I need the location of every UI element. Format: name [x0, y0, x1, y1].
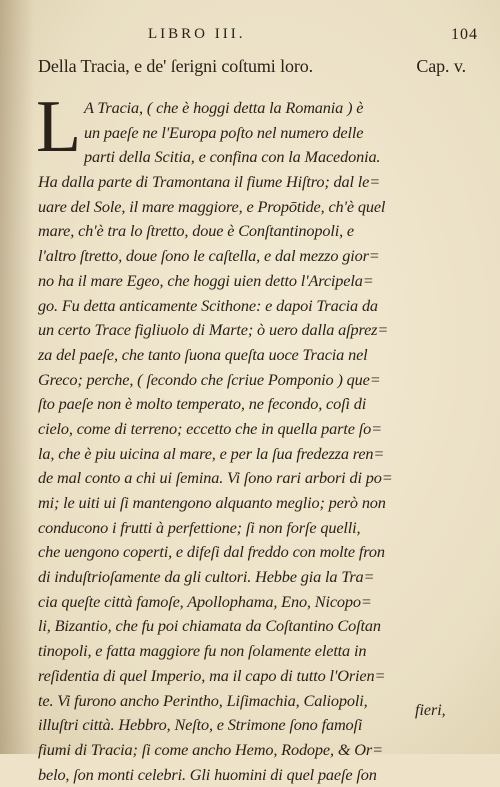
- running-title: LIBRO III.: [148, 26, 246, 42]
- text-line: illuſtri città. Hebbro, Neſto, e Strimone ſono famoſi: [38, 715, 363, 735]
- body-text: [38, 96, 478, 787]
- text-line: fiumi di Tracia; ſi come ancho Hemo, Rodope, & Or=: [38, 739, 383, 759]
- gutter-shadow: [0, 0, 34, 754]
- text-line: Ha dalla parte di Tramontana il fiume Hiſtro; dal le=: [38, 172, 381, 192]
- text-line: parti della Scitia, e confina con la Macedonia.: [84, 147, 381, 167]
- page-header: [148, 26, 478, 48]
- text-line: go. Fu detta anticamente Scithone: e dapoi Tracia da: [38, 295, 378, 315]
- text-line: reſidentia di quel Imperio, ma il capo di tutto l'Orien=: [38, 665, 386, 685]
- text-line: di induſtrioſamente da gli cultori. Hebbe gia la Tra=: [38, 567, 375, 587]
- text-line: de mal conto a chi ui ſemina. Vi ſono rari arbori di po=: [38, 468, 393, 488]
- text-line: che uengono coperti, e difeſi dal freddo con molte fron: [38, 542, 385, 562]
- text-line: cia queſte città famoſe, Apollophama, Eno, Nicopo=: [38, 591, 372, 611]
- text-line: uare del Sole, il mare maggiore, e Propōtide, ch'è quel: [38, 196, 386, 216]
- chapter-heading: [38, 56, 478, 77]
- text-line: l'altro ſtretto, doue ſono le caſtella, e dal mezzo gior=: [38, 246, 380, 266]
- text-line: un paeſe ne l'Europa poſto nel numero delle: [84, 122, 364, 142]
- text-line: mare, ch'è tra lo ſtretto, doue è Conſtantinopoli, e: [38, 221, 354, 241]
- drop-cap-initial: L: [36, 86, 82, 168]
- text-line: belo, ſon monti celebri. Gli huomini di quel paeſe ſon: [38, 764, 377, 784]
- chapter-label: Cap. v.: [416, 56, 466, 76]
- catchword: fieri,: [415, 702, 446, 719]
- text-line: un certo Trace figliuolo di Marte; ò uero dalla aſprez=: [38, 320, 389, 340]
- page-number: 104: [451, 26, 478, 43]
- text-line: la, che è piu uicina al mare, e per la ſua fredezza ren=: [38, 443, 385, 463]
- text-line: cielo, come di terreno; eccetto che in quella parte ſo=: [38, 418, 382, 438]
- text-line: Greco; perche, ( ſecondo che ſcriue Pomponio ) que=: [38, 369, 381, 389]
- text-line: ſto paeſe non è molto temperato, ne fecondo, coſì di: [38, 394, 367, 414]
- text-line: A Tracia, ( che è hoggi detta la Romania ) è: [84, 98, 364, 117]
- text-line: li, Bizantio, che fu poi chiamata da Coſtantino Coſtan: [38, 616, 381, 636]
- text-line: za del paeſe, che tanto ſuona queſta uoce Tracia nel: [38, 344, 368, 364]
- text-line: tinopoli, e fatta maggiore fu non ſolamente eletta in: [38, 641, 367, 661]
- text-line: no ha il mare Egeo, che hoggi uien detto l'Arcipela=: [38, 270, 374, 290]
- text-line: conducono i frutti à perfettione; ſi non forſe quelli,: [38, 517, 361, 537]
- text-line: mi; le uiti ui ſi mantengono alquanto meglio; però non: [38, 493, 386, 512]
- text-line: te. Vi furono ancho Perintho, Liſimachia, Caliopoli,: [38, 690, 368, 710]
- chapter-title: Della Tracia, e de' ſerigni coſtumi loro.: [38, 56, 314, 76]
